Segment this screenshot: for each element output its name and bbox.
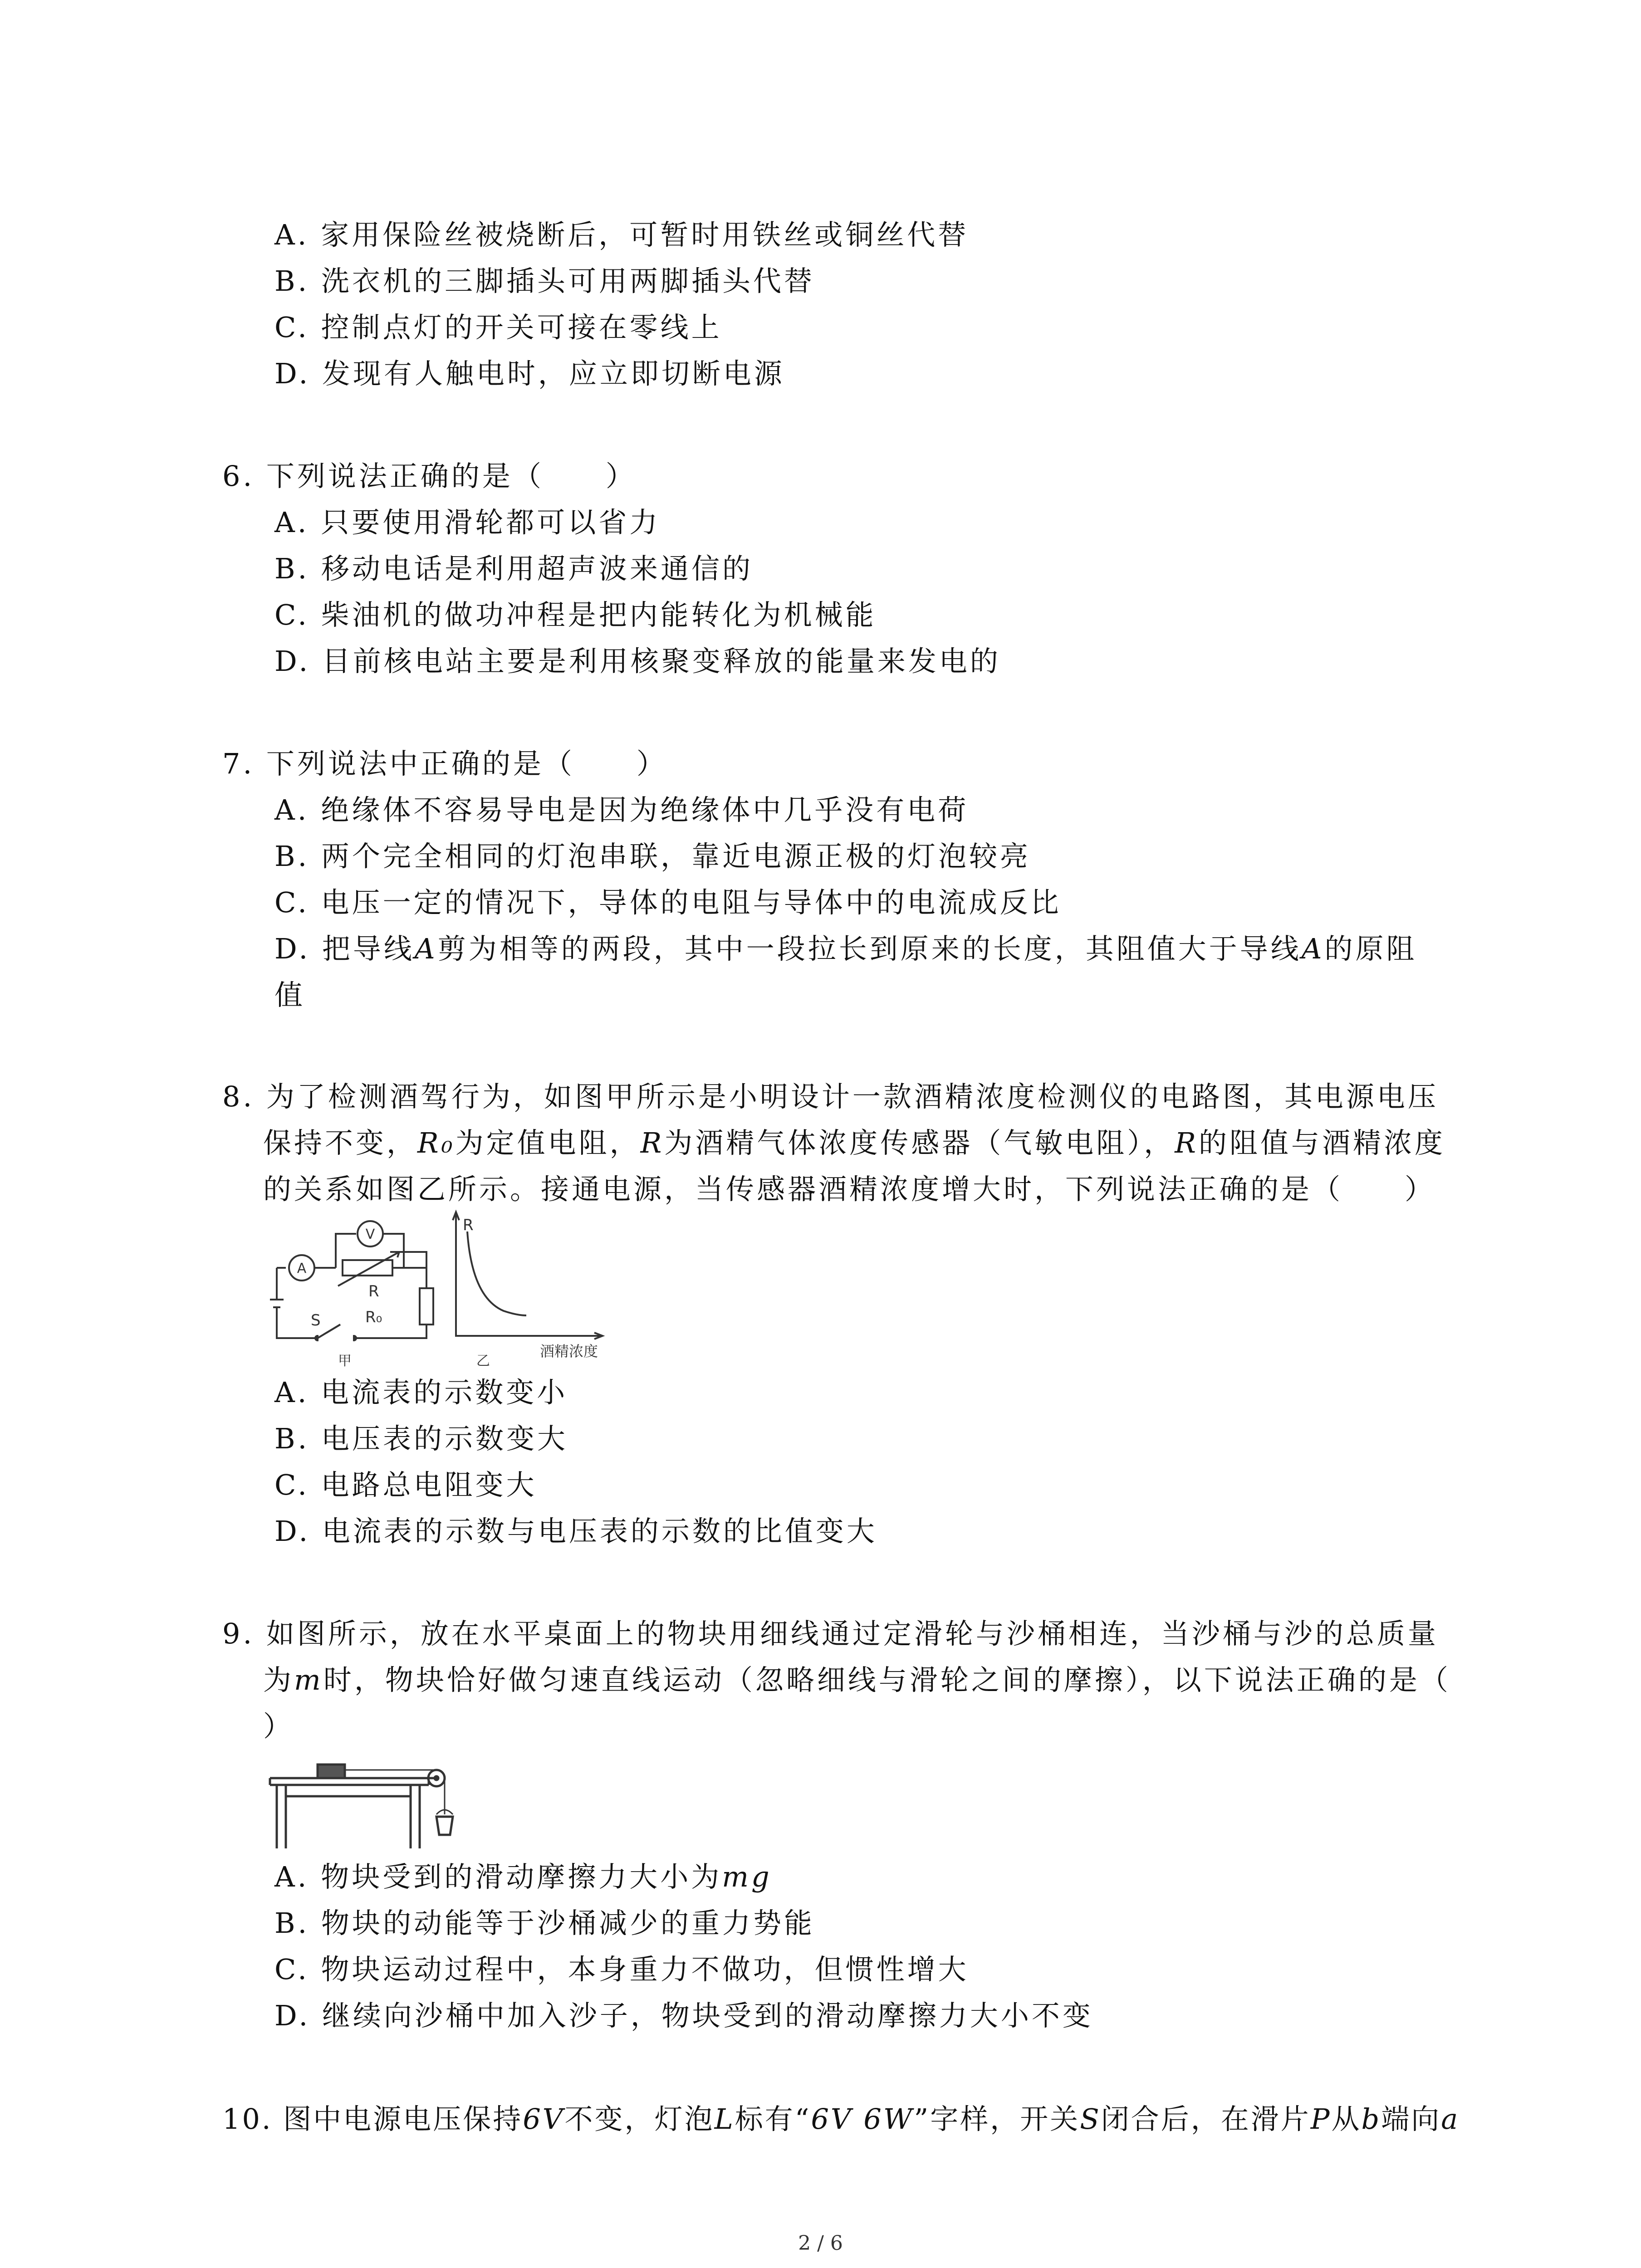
q9-option-d: D. 继续向沙桶中加入沙子，物块受到的滑动摩擦力大小不变 xyxy=(274,1999,1093,2032)
q7-option-a: A. 绝缘体不容易导电是因为绝缘体中几乎没有电荷 xyxy=(274,793,969,826)
q8-figure-svg xyxy=(263,1207,608,1370)
sand-bucket-icon xyxy=(436,1817,453,1835)
q8-option-a: A. 电流表的示数变小 xyxy=(274,1376,568,1409)
q6-option-c: C. 柴油机的做功冲程是把内能转化为机械能 xyxy=(274,598,877,631)
circuit-caption: 甲 xyxy=(338,1353,352,1369)
q8-stem-line3: 的关系如图乙所示。接通电源，当传感器酒精浓度增大时，下列说法正确的是（ ） xyxy=(263,1173,1436,1206)
q9-stem-line1: 9. 如图所示，放在水平桌面上的物块用细线通过定滑轮与沙桶相连，当沙桶与沙的总质量 xyxy=(222,1617,1439,1650)
voltmeter-label: V xyxy=(365,1227,375,1242)
q9-option-a: A. 物块受到的滑动摩擦力大小为mg xyxy=(274,1860,772,1893)
q9-option-b: B. 物块的动能等于沙桶减少的重力势能 xyxy=(274,1906,815,1940)
concentration-graph xyxy=(453,1212,603,1339)
q5-option-a: A. 家用保险丝被烧断后，可暂时用铁丝或铜丝代替 xyxy=(274,218,969,251)
q6-option-d: D. 目前核电站主要是利用核聚变释放的能量来发电的 xyxy=(274,645,1001,678)
q6-stem: 6. 下列说法正确的是（ ） xyxy=(222,459,637,493)
graph-x-axis-label: 酒精浓度 xyxy=(540,1343,598,1360)
q7-option-b: B. 两个完全相同的灯泡串联，靠近电源正极的灯泡较亮 xyxy=(274,840,1031,873)
q7-option-d: D. 把导线A剪为相等的两段，其中一段拉长到原来的长度，其阻值大于导线A的原阻 xyxy=(274,932,1417,965)
q5-option-d: D. 发现有人触电时，应立即切断电源 xyxy=(274,357,785,390)
circuit-diagram xyxy=(270,1221,433,1340)
q6-option-a: A. 只要使用滑轮都可以省力 xyxy=(274,506,661,539)
resistor-r0-label: R₀ xyxy=(365,1308,382,1326)
q8-option-b: B. 电压表的示数变大 xyxy=(274,1422,568,1455)
q10-stem-line1: 10. 图中电源电压保持6V不变，灯泡L标有“6V 6W”字样，开关S闭合后，在滑片P从b端向a xyxy=(222,2102,1460,2136)
q8-stem-line1: 8. 为了检测酒驾行为，如图甲所示是小明设计一款酒精浓度检测仪的电路图，其电源电压 xyxy=(222,1080,1439,1113)
block xyxy=(318,1765,345,1778)
q8-figure xyxy=(263,1207,608,1370)
resistor-r0 xyxy=(420,1288,433,1325)
q9-figure xyxy=(268,1760,458,1851)
q7-option-c: C. 电压一定的情况下，导体的电阻与导体中的电流成反比 xyxy=(274,886,1062,919)
page-number: 2 / 6 xyxy=(798,2232,843,2255)
ammeter-label: A xyxy=(297,1261,307,1276)
q5-option-c: C. 控制点灯的开关可接在零线上 xyxy=(274,311,722,344)
resistor-r-label: R xyxy=(368,1282,379,1300)
q8-option-c: C. 电路总电阻变大 xyxy=(274,1468,537,1501)
q8-stem-line2: 保持不变，R₀为定值电阻，R为酒精气体浓度传感器（气敏电阻），R的阻值与酒精浓度 xyxy=(263,1126,1445,1159)
q7-stem: 7. 下列说法中正确的是（ ） xyxy=(222,747,667,780)
q8-option-d: D. 电流表的示数与电压表的示数的比值变大 xyxy=(274,1515,877,1548)
q5-option-b: B. 洗衣机的三脚插头可用两脚插头代替 xyxy=(274,264,815,298)
q7-option-d-continued: 值 xyxy=(274,978,306,1012)
table-pulley-figure xyxy=(268,1760,458,1851)
switch-label: S xyxy=(311,1311,321,1330)
q6-option-b: B. 移动电话是利用超声波来通信的 xyxy=(274,552,753,585)
q9-option-c: C. 物块运动过程中，本身重力不做功，但惯性增大 xyxy=(274,1953,969,1986)
resistor-r xyxy=(343,1260,392,1276)
q9-stem-line2: 为m时，物块恰好做匀速直线运动（忽略细线与滑轮之间的摩擦），以下说法正确的是（ xyxy=(263,1663,1451,1696)
graph-y-axis-label: R xyxy=(463,1216,474,1234)
q9-stem-line3: ） xyxy=(263,1710,294,1743)
graph-caption: 乙 xyxy=(476,1353,490,1369)
